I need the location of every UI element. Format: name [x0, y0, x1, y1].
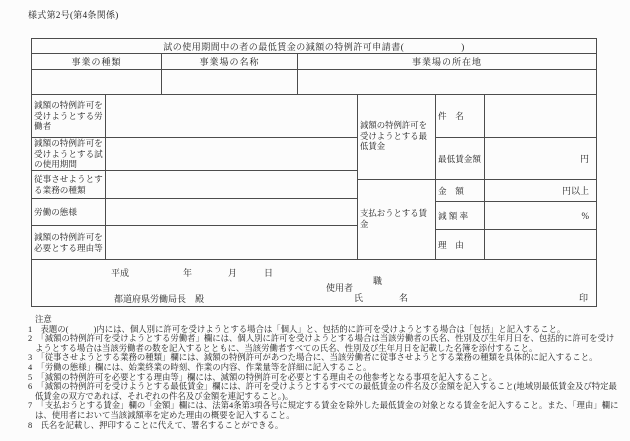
note-item-8: 8 氏名を記載し、押印することに代えて、署名することができる。 [28, 420, 284, 430]
addressee-label: 都道府県労働局長 殿 [114, 294, 205, 304]
table-row [32, 138, 357, 171]
field-workplace-name[interactable] [162, 70, 298, 94]
note-item-1: 1 表題の( )内には、個人別に許可を受けようとする場合は「個人」と、包括的に許可を受けようとする場合は「包括」と記入すること。 [28, 324, 566, 334]
note-item-3: 3 「従事させようとする業務の種類」欄には、減額の特例許可があつた場合に、当該労働者に従事させようとする業務の種類を具体的に記入すること。 [28, 353, 598, 363]
unit-yen-or-more: 円以上 [561, 186, 589, 196]
note-item-4: 4 「労働の態様」欄には、始業終業の時刻、作業の内容、作業量等を詳細に記入すること。 [28, 362, 372, 372]
form-number-label: 様式第2号(第4条関係) [28, 10, 119, 20]
label-minwage-amount: 最低賃金額 [436, 138, 485, 179]
field-wage-amount[interactable] [485, 180, 596, 201]
employer-label: 使用者 [326, 283, 354, 293]
notes-section [28, 315, 622, 430]
field-minwage-amount[interactable] [485, 138, 596, 179]
label-labor-mode: 労働の態様 [32, 199, 106, 225]
application-form-table [31, 38, 597, 307]
table-row [32, 199, 357, 226]
notes-heading: 注意 [35, 315, 52, 324]
seal-label: 印 [579, 293, 589, 303]
label-wage-reason: 理 由 [436, 230, 485, 259]
note-item-5: 5 「減額の特例許可を必要とする理由等」欄には、減額の特例許可を必要とする理由その他参考となる事項を記入すること。 [28, 372, 497, 382]
note-item-6: 6 「減額の特例許可を受けようとする最低賃金」欄には、許可を受けようとするすべての最低賃金の件名及び金額を記入すること(地域別最低賃金及び特定最低賃金の双方であれば、それぞれの件名及び金額を連記すること。)。 [28, 382, 617, 401]
unit-percent: % [581, 210, 589, 221]
note-item-7: 7 「支払おうとする賃金」欄の「金額」欄には、法第4条第3項各号に規定する賃金を除外した最低賃金の対象となる賃金を記入すること。また、「理由」欄には、使用者において当該減額率を定めた理由の概要を記入すること。 [28, 401, 619, 420]
form-body [32, 95, 596, 260]
body-right-section [358, 95, 596, 259]
table-row [32, 95, 357, 138]
table-row [32, 171, 357, 199]
header-business-type: 事業の種類 [32, 54, 162, 69]
table-row [436, 202, 596, 230]
label-wage-to-pay: 支払おうとする賃金 [358, 180, 436, 259]
unit-yen: 円 [579, 154, 589, 164]
group-wage-to-pay [358, 180, 596, 259]
field-reason[interactable] [106, 226, 357, 259]
signature-section [32, 260, 596, 306]
field-wage-reason[interactable] [485, 230, 596, 259]
header-row [32, 54, 596, 70]
header-entry-row [32, 70, 596, 95]
group-target-minimum-wage [358, 95, 596, 180]
body-left-section [32, 95, 358, 259]
field-work-type[interactable] [106, 171, 357, 198]
field-reduction-rate[interactable] [485, 202, 596, 229]
header-workplace-address: 事業場の所在地 [411, 57, 482, 67]
position-label[interactable]: 職 [373, 276, 383, 286]
note-item-2: 2 「減額の特例許可を受けようとする労働者」欄には、個人別に許可を受けようとする場合は当該労働者の氏名、性別及び生年月日を、包括的に許可を受けようとする場合は当該労働者の数を記入するとともに、当該労働者すべての氏名、性別及び生年月日を記載した名簿を添付すること。 [28, 334, 615, 353]
label-workers: 減額の特例許可を受けようとする労働者 [32, 95, 106, 137]
label-reason: 減額の特例許可を必要とする理由等 [32, 226, 106, 259]
label-minwage-name: 件 名 [436, 95, 485, 137]
label-trial-period: 減額の特例許可を受けようとする試の使用期間 [32, 138, 106, 170]
date-line[interactable]: 平成 年 月 日 [111, 268, 274, 278]
header-workplace-name: 事業場の名称 [162, 54, 298, 69]
label-target-minimum-wage: 減額の特例許可を受けようとする最低賃金 [358, 95, 436, 179]
table-row [436, 180, 596, 202]
field-workers[interactable] [106, 95, 357, 137]
table-row [32, 226, 357, 259]
table-row [436, 230, 596, 259]
label-wage-amount: 金 額 [436, 180, 485, 201]
label-reduction-rate: 減 額 率 [436, 202, 485, 229]
field-trial-period[interactable] [106, 138, 357, 170]
name-label[interactable]: 氏 名 [354, 293, 409, 303]
field-minwage-name[interactable] [485, 95, 596, 137]
label-work-type: 従事させようとする業務の種類 [32, 171, 106, 198]
form-title: 試の使用期間中の者の最低賃金の減額の特例許可申請書( ) [32, 39, 596, 54]
field-business-type[interactable] [32, 70, 162, 94]
field-workplace-address[interactable] [298, 70, 596, 94]
table-row [436, 95, 596, 138]
table-row [436, 138, 596, 179]
field-labor-mode[interactable] [106, 199, 357, 225]
